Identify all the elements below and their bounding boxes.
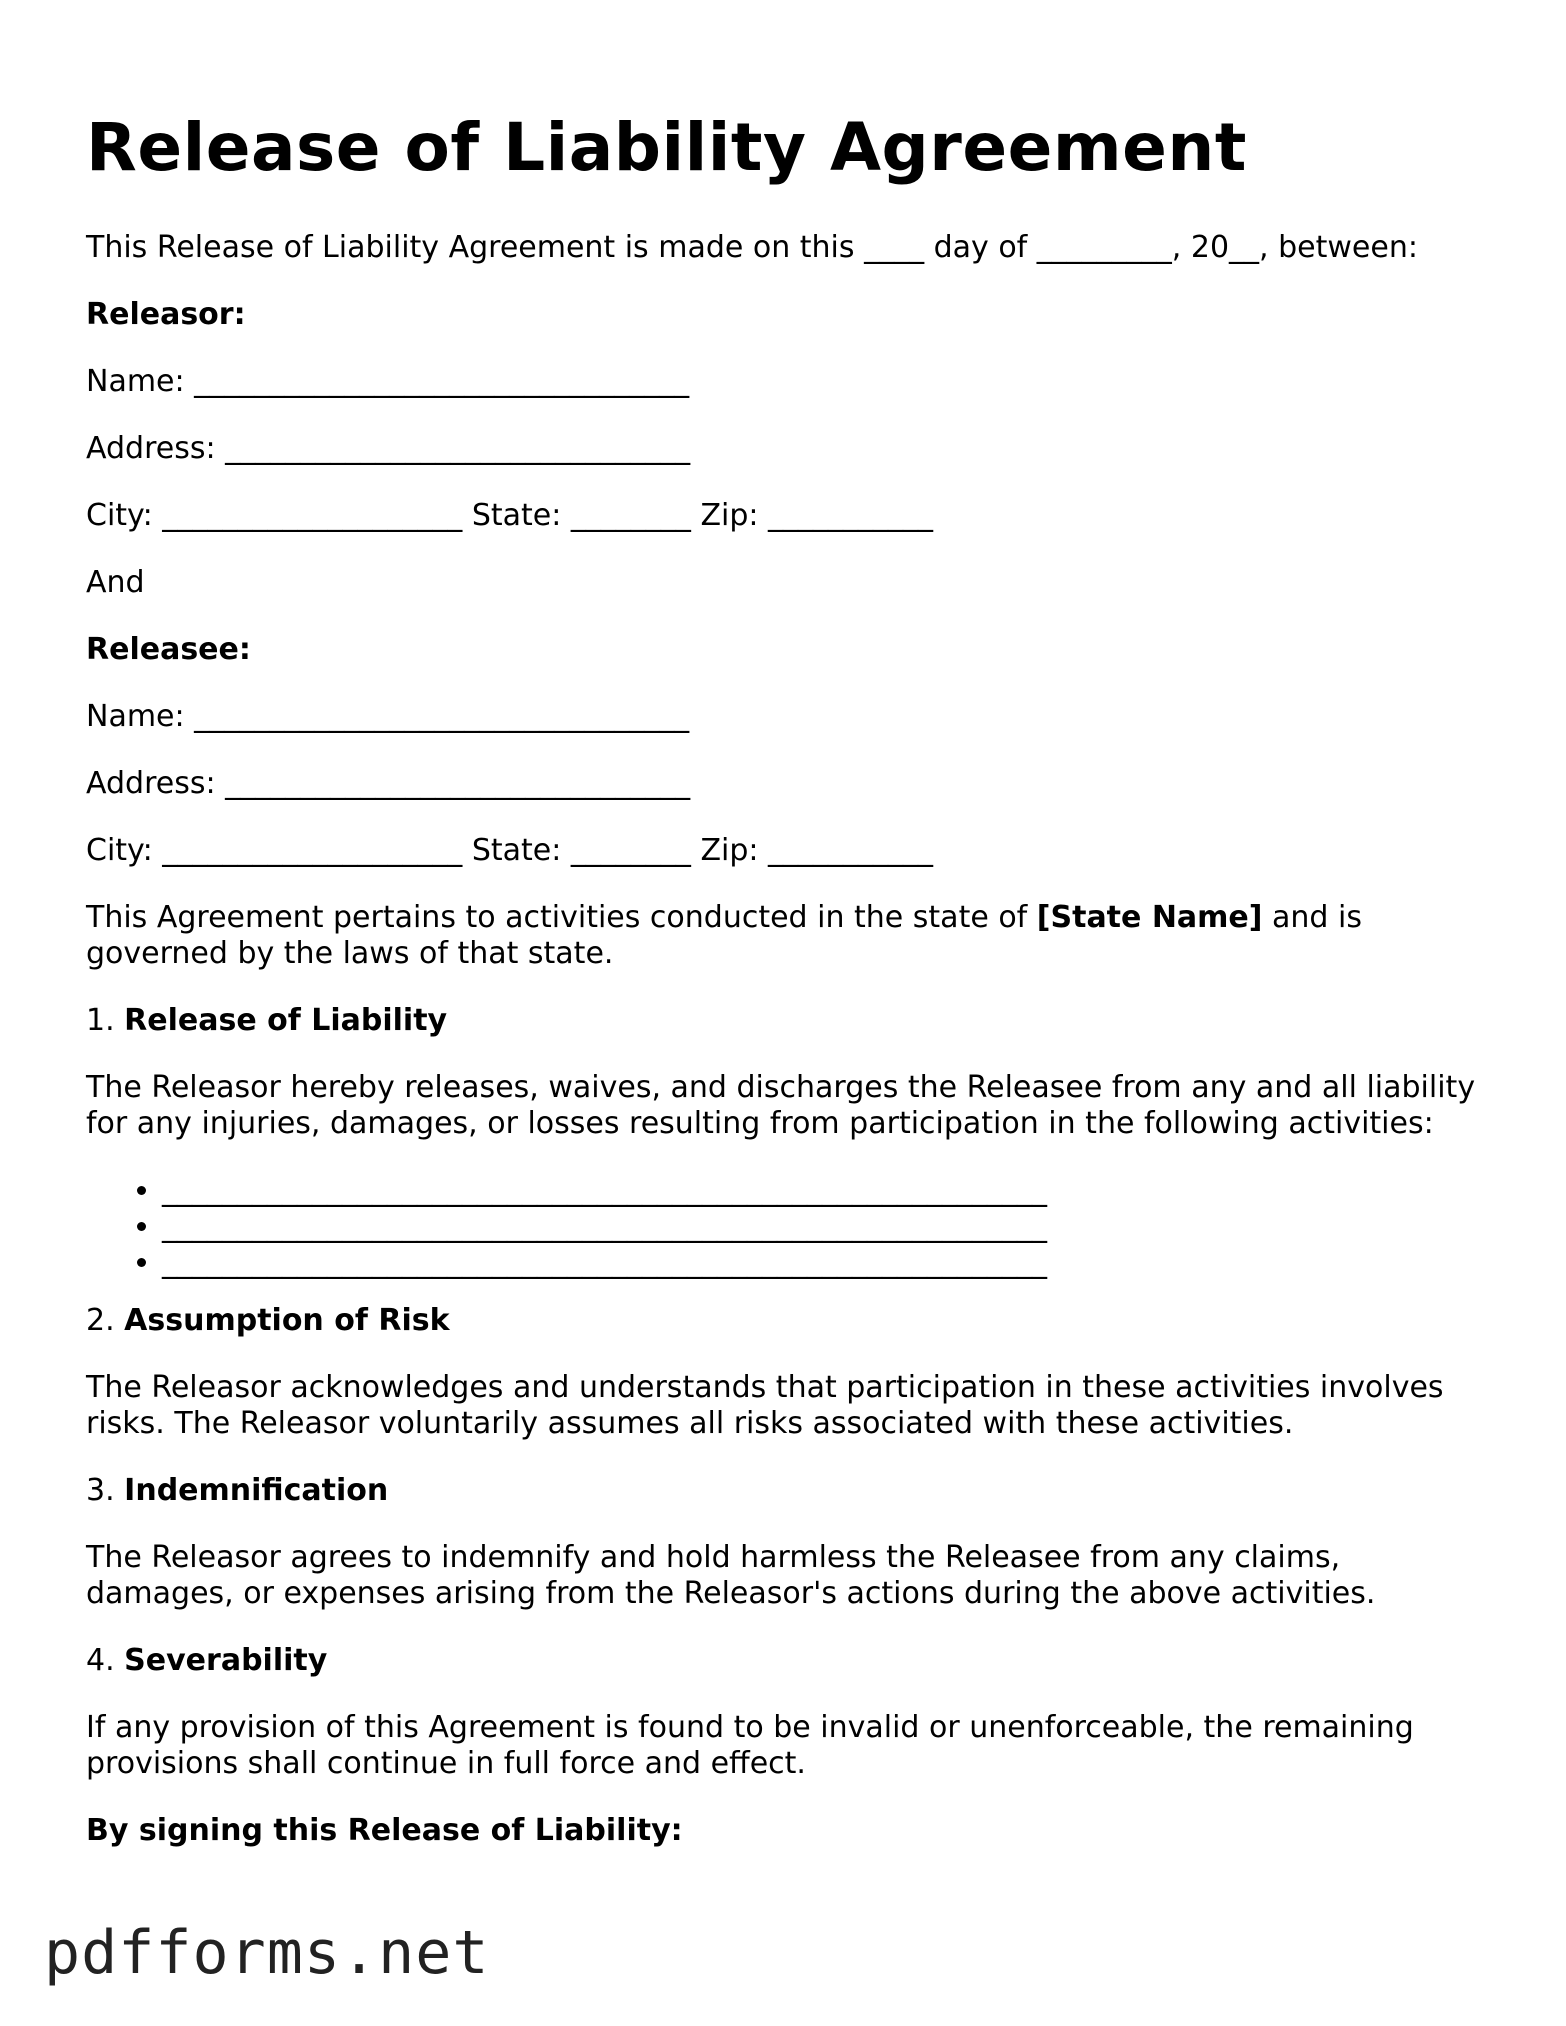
governing-suffix: and is governed by the laws of that state. [86, 900, 1362, 971]
section-1-heading [86, 1003, 1486, 1039]
releasor-address-line [86, 431, 1486, 467]
section-4-heading [86, 1643, 1486, 1679]
releasor-name-field[interactable]: _________________________________ [194, 364, 690, 399]
releasor-address-field[interactable]: _______________________________ [225, 431, 691, 466]
document-page [86, 109, 1486, 1880]
releasor-heading: Releasor: [86, 297, 246, 332]
and-text: And [86, 565, 145, 600]
activity-field-1[interactable]: ___________________________________________________________ [162, 1173, 1047, 1208]
section-3-body: The Releasor agrees to indemnify and hold harmless the Releasee from any claims, damages, or expenses arising from the Releasor's actions during the above activities. [86, 1540, 1376, 1611]
releasor-name-label: Name: [86, 364, 185, 399]
releasee-heading: Releasee: [86, 632, 251, 667]
releasee-address-field[interactable]: _______________________________ [225, 766, 691, 801]
releasor-zip-field[interactable]: ___________ [768, 498, 934, 533]
section-2-title: Assumption of Risk [124, 1303, 450, 1338]
releasee-city-line [86, 833, 1486, 869]
section-2-body: The Releasor acknowledges and understands that participation in these activities involves risks. The Releasor voluntarily assumes all risks associated with these activities. [86, 1370, 1444, 1441]
releasee-city-field[interactable]: ____________________ [162, 833, 463, 868]
section-4-title: Severability [124, 1643, 328, 1678]
releasee-state-field[interactable]: ________ [570, 833, 691, 868]
section-4-body: If any provision of this Agreement is found to be invalid or unenforceable, the remaining provisions shall continue in full force and effect. [86, 1710, 1414, 1781]
section-4-number: 4. [86, 1643, 115, 1678]
releasor-zip-label: Zip: [700, 498, 759, 533]
intro-middle: day of [924, 230, 1037, 265]
watermark-logo: pdfforms.net [44, 1918, 490, 1988]
releasor-name-line [86, 364, 1486, 400]
state-name-placeholder[interactable]: [State Name] [1036, 900, 1263, 935]
section-2-number: 2. [86, 1303, 115, 1338]
releasee-zip-label: Zip: [700, 833, 759, 868]
day-blank[interactable]: ____ [864, 230, 925, 265]
document-title: Release of Liability Agreement [86, 109, 1247, 186]
releasee-address-label: Address: [86, 766, 216, 801]
list-item [162, 1173, 1486, 1209]
releasor-city-label: City: [86, 498, 153, 533]
section-3-heading [86, 1473, 1486, 1509]
activity-field-2[interactable]: ___________________________________________________________ [162, 1209, 1047, 1244]
releasor-state-field[interactable]: ________ [570, 498, 691, 533]
section-2-heading [86, 1303, 1486, 1339]
section-1-number: 1. [86, 1003, 115, 1038]
section-3-number: 3. [86, 1473, 115, 1508]
intro-prefix: This Release of Liability Agreement is made on this [86, 230, 865, 265]
governing-law-paragraph [86, 900, 1486, 972]
activities-list [86, 1173, 1486, 1281]
releasor-city-line [86, 498, 1486, 534]
releasee-city-label: City: [86, 833, 153, 868]
section-3-title: Indemnification [124, 1473, 389, 1508]
releasor-state-label: State: [471, 498, 562, 533]
releasor-city-field[interactable]: ____________________ [162, 498, 463, 533]
list-item [162, 1209, 1486, 1245]
activity-field-3[interactable]: ___________________________________________________________ [162, 1245, 1047, 1280]
releasee-name-line [86, 699, 1486, 735]
signing-heading: By signing this Release of Liability: [86, 1813, 683, 1848]
section-1-title: Release of Liability [124, 1003, 448, 1038]
section-1-body: The Releasor hereby releases, waives, and discharges the Releasee from any and all liability for any injuries, damages, or losses resulting from participation in the following activities: [86, 1070, 1476, 1141]
releasee-zip-field[interactable]: ___________ [768, 833, 934, 868]
month-blank[interactable]: _________ [1036, 230, 1172, 265]
releasee-address-line [86, 766, 1486, 802]
releasor-address-label: Address: [86, 431, 216, 466]
releasee-name-field[interactable]: _________________________________ [194, 699, 690, 734]
intro-suffix: , between: [1259, 230, 1418, 265]
intro-year-prefix: , 20 [1171, 230, 1230, 265]
governing-prefix: This Agreement pertains to activities conducted in the state of [86, 900, 1037, 935]
releasee-state-label: State: [471, 833, 562, 868]
releasee-name-label: Name: [86, 699, 185, 734]
year-blank[interactable]: __ [1229, 230, 1260, 265]
list-item [162, 1245, 1486, 1281]
intro-paragraph [86, 230, 1486, 266]
